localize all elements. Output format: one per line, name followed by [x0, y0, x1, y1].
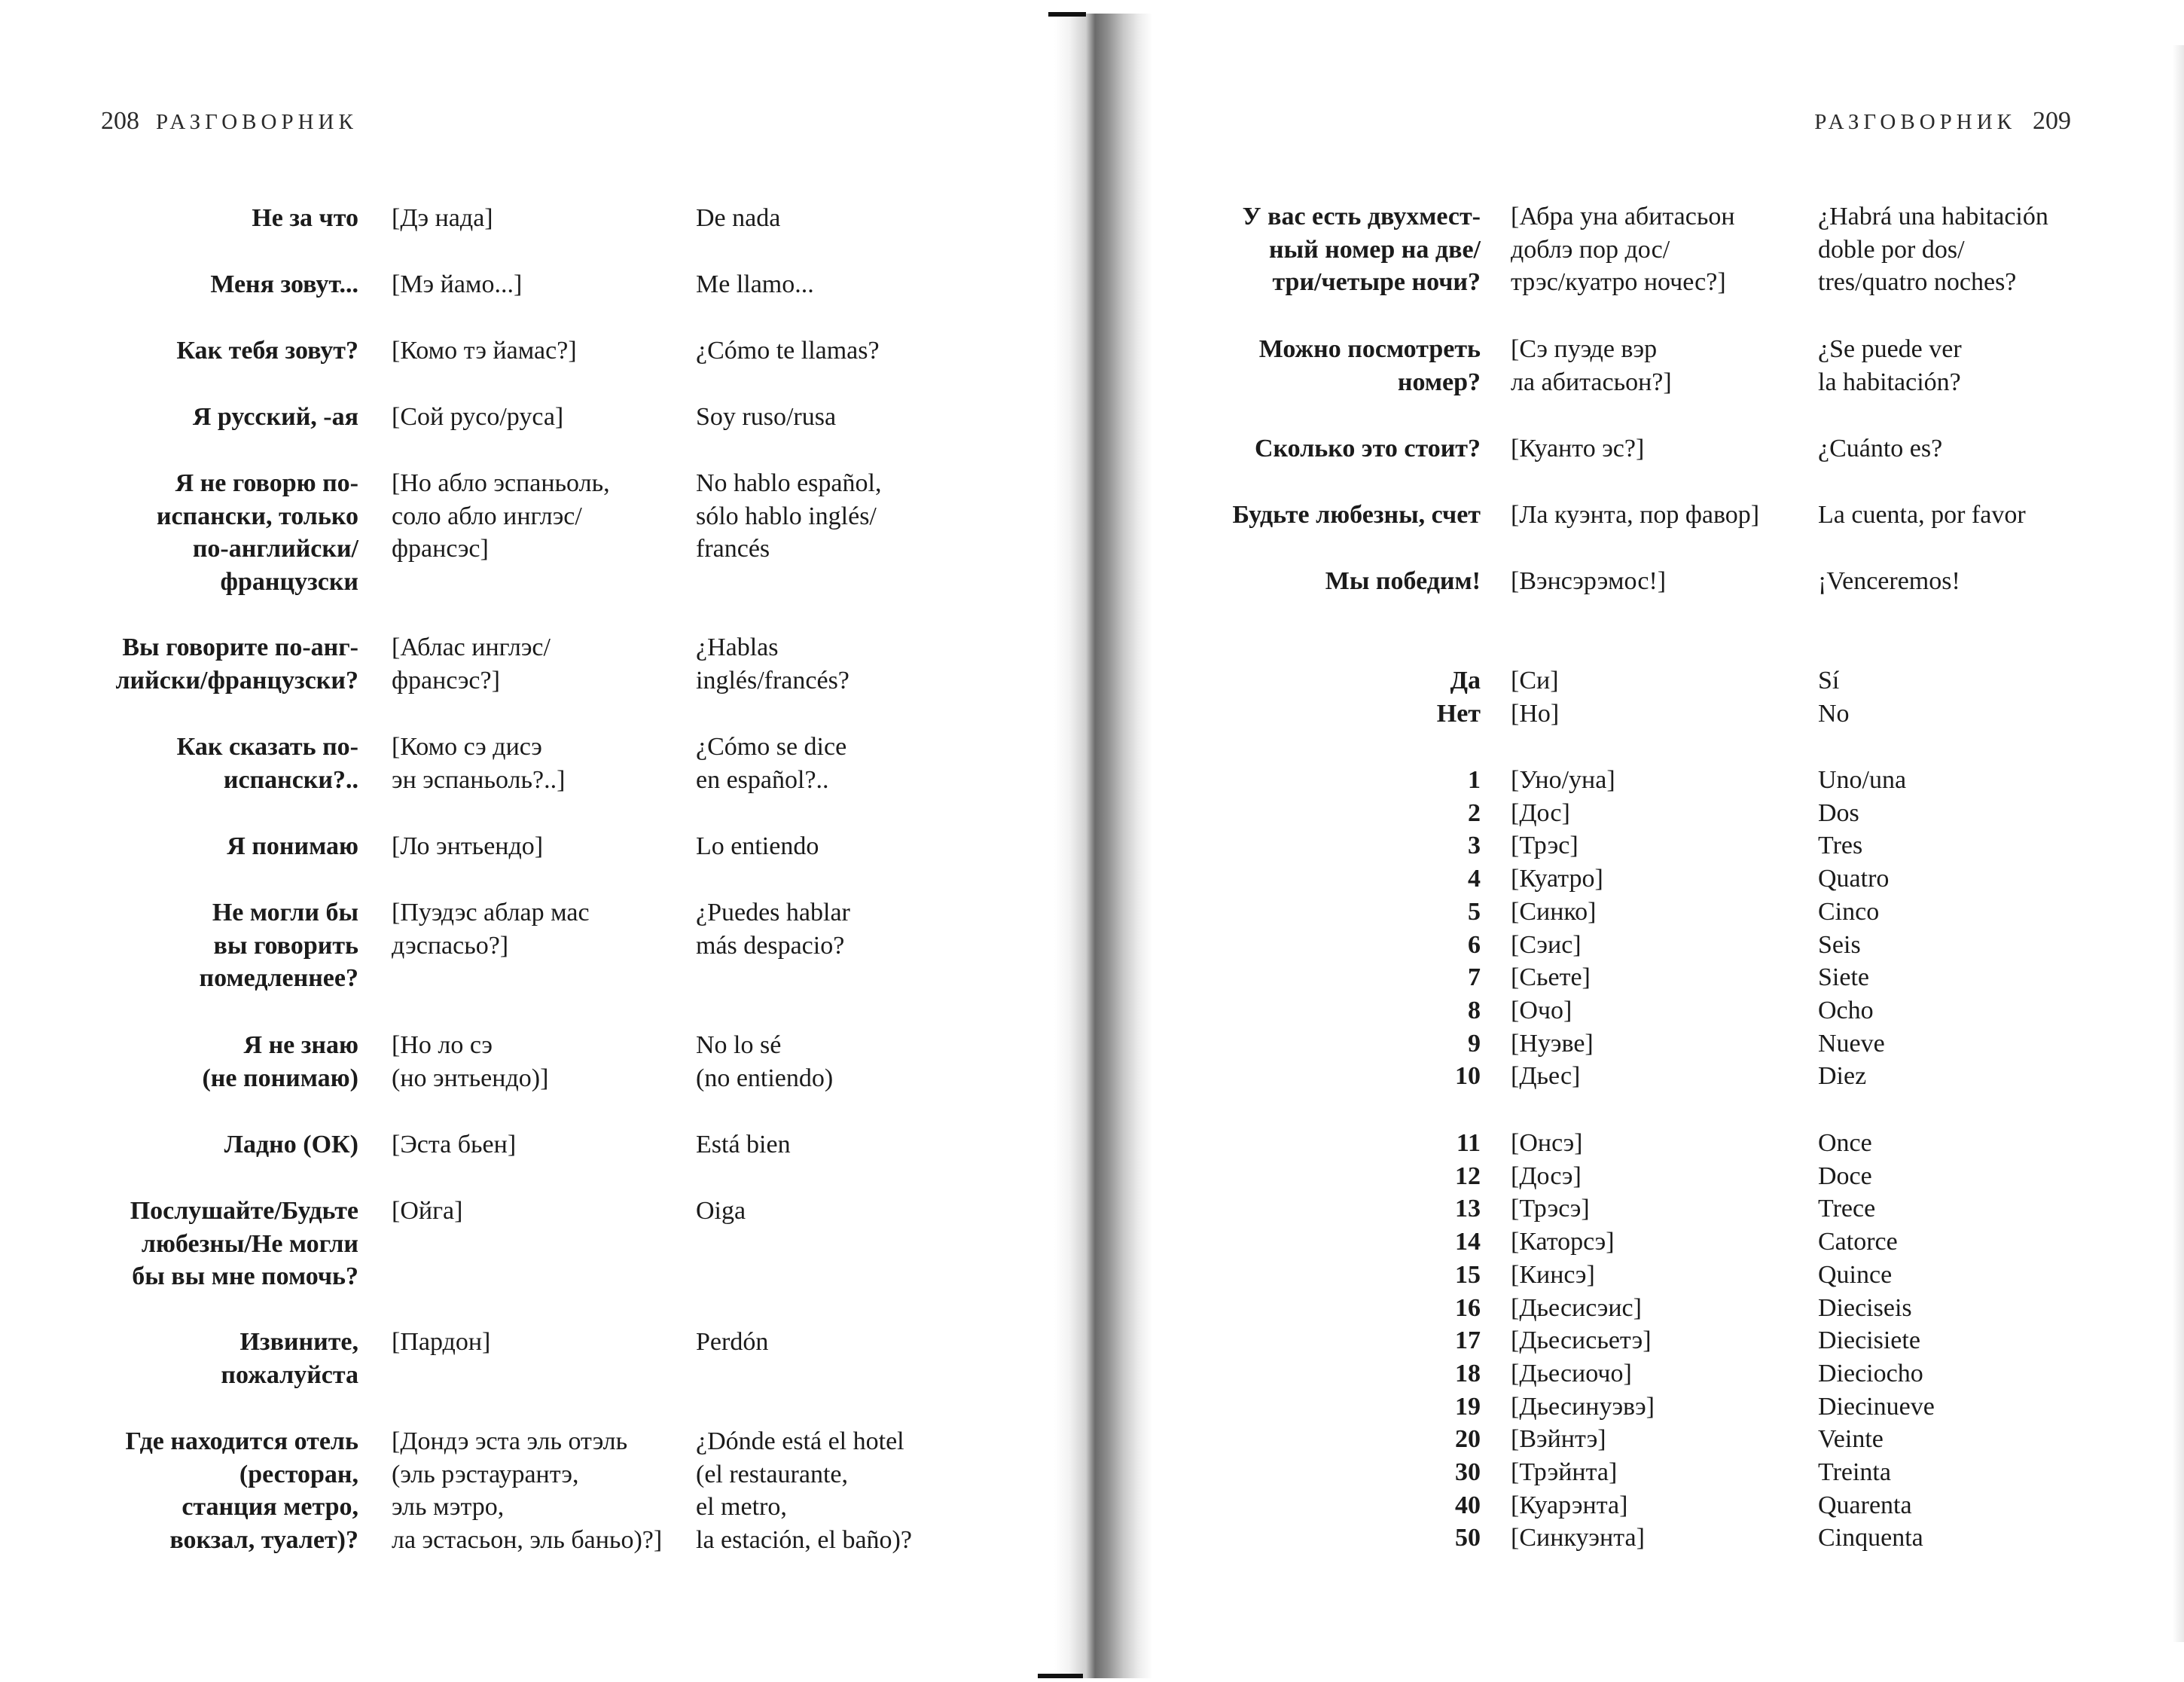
number-spanish: Ocho [1818, 996, 1874, 1024]
phrase-transcription: [Мэ йамо...] [392, 270, 523, 298]
phrase-transcription: [Вэнсэрэмос!] [1511, 567, 1667, 595]
number-spanish: Siete [1818, 963, 1869, 992]
number-digit: 50 [1455, 1524, 1481, 1552]
number-transcription: [Онсэ] [1511, 1129, 1583, 1157]
number-digit: 5 [1468, 897, 1481, 926]
number-transcription: [Дьесисьетэ] [1511, 1326, 1652, 1355]
number-spanish: Seis [1818, 930, 1861, 959]
left-page [0, 0, 1054, 1682]
number-digit: 40 [1455, 1491, 1481, 1519]
number-transcription: [Сэис] [1511, 930, 1582, 959]
phrase-russian: Извините, пожалуйста [221, 1328, 358, 1389]
number-digit: 14 [1455, 1228, 1481, 1256]
number-spanish: Catorce [1818, 1228, 1898, 1256]
phrase-spanish: ¿Hablas inglés/francés? [696, 633, 850, 694]
phrase-transcription: [Сой русо/руса] [392, 403, 564, 431]
phrase-transcription: [Абра уна абитасьон доблэ пор дос/ трэс/куатро ночес?] [1511, 203, 1735, 296]
number-transcription: [Нуэве] [1511, 1029, 1594, 1058]
number-transcription: [Синкуэнта] [1511, 1524, 1645, 1552]
page-number-left: 208 [101, 107, 139, 135]
phrase-russian: Не за что [252, 204, 358, 232]
phrase-transcription: [Дондэ эста эль отэль (эль рэстаурантэ, эль мэтро, ла эстасьон, эль баньо)?] [392, 1427, 663, 1554]
number-digit: 13 [1455, 1195, 1481, 1223]
number-spanish: Quince [1818, 1260, 1893, 1289]
number-digit: 8 [1468, 996, 1481, 1024]
running-head-title-left: РАЗГОВОРНИК [156, 110, 358, 134]
number-transcription: [Трэйнта] [1511, 1458, 1618, 1486]
phrase-spanish: ¡Venceremos! [1818, 567, 1960, 595]
number-spanish: Diecinueve [1818, 1392, 1935, 1421]
number-spanish: Dieciocho [1818, 1359, 1923, 1387]
phrase-russian: Будьте любезны, счет [1232, 501, 1481, 529]
phrase-transcription: [Но ло сэ (но энтьендо)] [392, 1031, 549, 1092]
number-transcription: [Куарэнта] [1511, 1491, 1628, 1519]
phrase-transcription: [Эста бьен] [392, 1131, 517, 1158]
number-transcription: [Дьесинуэвэ] [1511, 1392, 1655, 1421]
number-transcription: [Уно/уна] [1511, 766, 1615, 794]
yes-no-transcription: [Си] [1511, 667, 1559, 694]
phrase-russian: Можно посмотреть номер? [1258, 335, 1481, 396]
number-spanish: Quarenta [1818, 1491, 1912, 1519]
number-spanish: Dos [1818, 798, 1859, 827]
number-digit: 15 [1455, 1260, 1481, 1289]
number-spanish: Once [1818, 1129, 1872, 1157]
number-digit: 7 [1468, 963, 1481, 992]
phrase-russian: Я не говорю по- испански, только по-английски/ французски [156, 469, 358, 596]
phrase-spanish: ¿Cuánto es? [1818, 435, 1943, 462]
number-digit: 2 [1468, 798, 1481, 827]
phrase-transcription: [Куанто эс?] [1511, 435, 1645, 462]
phrase-spanish: Lo entiendo [696, 832, 819, 860]
phrase-transcription: [Пардон] [392, 1328, 491, 1356]
phrase-transcription: [Комо сэ дисэ эн эспаньоль?..] [392, 733, 566, 794]
phrase-russian: Я не знаю (не понимаю) [202, 1031, 358, 1092]
number-digit: 18 [1455, 1359, 1481, 1387]
yes-no-spanish: No [1818, 699, 1850, 728]
running-head-title-right: РАЗГОВОРНИК [1814, 110, 2016, 134]
number-digit: 30 [1455, 1458, 1481, 1486]
phrase-transcription: [Но абло эспаньоль, соло абло инглэс/ франсэс] [392, 469, 610, 563]
number-transcription: [Дьесисэис] [1511, 1293, 1642, 1322]
yes-no-russian: Нет [1436, 699, 1481, 728]
phrase-transcription: [Аблас инглэс/ франсэс?] [392, 633, 551, 694]
phrase-russian: Не могли бы вы говорить помедленнее? [199, 899, 358, 992]
number-digit: 16 [1455, 1293, 1481, 1322]
phrase-spanish: La cuenta, por favor [1818, 501, 2026, 529]
phrase-russian: Я русский, -ая [192, 403, 358, 431]
phrase-spanish: No hablo español, sólo hablo inglés/ francés [696, 469, 882, 563]
phrase-russian: У вас есть двухмест- ный номер на две/ три/четыре ночи? [1242, 203, 1481, 296]
phrase-russian: Меня зовут... [210, 270, 358, 298]
running-head-left [84, 107, 358, 136]
phrase-spanish: De nada [696, 204, 781, 232]
phrase-russian: Я понимаю [227, 832, 358, 860]
number-spanish: Tres [1818, 832, 1863, 860]
number-spanish: Diecisiete [1818, 1326, 1920, 1355]
number-transcription: [Вэйнтэ] [1511, 1425, 1606, 1454]
number-transcription: [Каторсэ] [1511, 1228, 1615, 1256]
phrase-russian: Как сказать по- испански?.. [176, 733, 358, 794]
number-spanish: Doce [1818, 1162, 1872, 1190]
number-digit: 3 [1468, 832, 1481, 860]
number-spanish: Diez [1818, 1062, 1867, 1091]
number-spanish: Trece [1818, 1195, 1876, 1223]
phrase-transcription: [Ла куэнта, пор фавор] [1511, 501, 1760, 529]
number-digit: 4 [1468, 865, 1481, 893]
number-digit: 1 [1468, 766, 1481, 794]
number-spanish: Cinquenta [1818, 1524, 1923, 1552]
phrase-transcription: [Комо тэ йамас?] [392, 337, 577, 365]
phrase-spanish: No lo sé (no entiendo) [696, 1031, 834, 1092]
number-digit: 20 [1455, 1425, 1481, 1454]
number-spanish: Uno/una [1818, 766, 1907, 794]
number-transcription: [Трэс] [1511, 832, 1579, 860]
phrase-russian: Послушайте/Будьте любезны/Не могли бы вы мне помочь? [130, 1197, 358, 1290]
number-spanish: Treinta [1818, 1458, 1891, 1486]
phrase-spanish: Está bien [696, 1131, 791, 1158]
number-digit: 9 [1468, 1029, 1481, 1058]
number-digit: 17 [1455, 1326, 1481, 1355]
number-digit: 10 [1455, 1062, 1481, 1091]
number-spanish: Veinte [1818, 1425, 1884, 1454]
phrase-spanish: Me llamo... [696, 270, 814, 298]
phrase-spanish: ¿Habrá una habitación doble por dos/ tres/quatro noches? [1818, 203, 2048, 296]
number-digit: 12 [1455, 1162, 1481, 1190]
number-transcription: [Досэ] [1511, 1162, 1582, 1190]
number-transcription: [Куатро] [1511, 865, 1603, 893]
number-spanish: Cinco [1818, 897, 1880, 926]
number-transcription: [Дьес] [1511, 1062, 1581, 1091]
phrase-spanish: Perdón [696, 1328, 769, 1356]
phrase-spanish: ¿Se puede ver la habitación? [1818, 335, 1962, 396]
number-transcription: [Сьете] [1511, 963, 1591, 992]
running-head-right [1814, 107, 2088, 136]
phrase-transcription: [Сэ пуэде вэр ла абитасьон?] [1511, 335, 1672, 396]
yes-no-russian: Да [1450, 667, 1481, 694]
number-transcription: [Кинсэ] [1511, 1260, 1595, 1289]
page-number-right: 209 [2033, 107, 2071, 135]
phrase-transcription: [Ло энтьендо] [392, 832, 544, 860]
number-transcription: [Трэсэ] [1511, 1195, 1590, 1223]
number-spanish: Dieciseis [1818, 1293, 1912, 1322]
phrase-transcription: [Дэ нада] [392, 204, 493, 232]
number-transcription: [Синко] [1511, 897, 1597, 926]
right-page [1137, 0, 2184, 1682]
phrase-transcription: [Ойга] [392, 1197, 463, 1225]
phrase-russian: Сколько это стоит? [1254, 435, 1481, 462]
phrase-transcription: [Пуэдэс аблар мас дэспасьо?] [392, 899, 590, 960]
number-digit: 19 [1455, 1392, 1481, 1421]
phrase-spanish: ¿Cómo te llamas? [696, 337, 880, 365]
number-transcription: [Очо] [1511, 996, 1572, 1024]
yes-no-transcription: [Но] [1511, 699, 1560, 728]
phrase-russian: Вы говорите по-анг- лийски/французски? [115, 633, 358, 694]
number-digit: 11 [1456, 1129, 1481, 1157]
number-spanish: Nueve [1818, 1029, 1885, 1058]
yes-no-spanish: Sí [1818, 667, 1840, 694]
number-transcription: [Дьесиочо] [1511, 1359, 1632, 1387]
number-transcription: [Дос] [1511, 798, 1570, 827]
phrase-spanish: ¿Cómo se dice en español?.. [696, 733, 847, 794]
phrase-russian: Как тебя зовут? [176, 337, 358, 365]
phrase-spanish: ¿Puedes hablar más despacio? [696, 899, 850, 960]
phrase-russian: Где находится отель (ресторан, станция метро, вокзал, туалет)? [125, 1427, 358, 1554]
phrase-russian: Ладно (ОК) [224, 1131, 358, 1158]
phrase-spanish: Oiga [696, 1197, 746, 1225]
number-spanish: Quatro [1818, 865, 1890, 893]
phrase-spanish: Soy ruso/rusa [696, 403, 837, 431]
number-digit: 6 [1468, 930, 1481, 959]
phrase-russian: Мы победим! [1325, 567, 1481, 595]
phrase-spanish: ¿Dónde está el hotel (el restaurante, el metro, la estación, el baño)? [696, 1427, 912, 1554]
